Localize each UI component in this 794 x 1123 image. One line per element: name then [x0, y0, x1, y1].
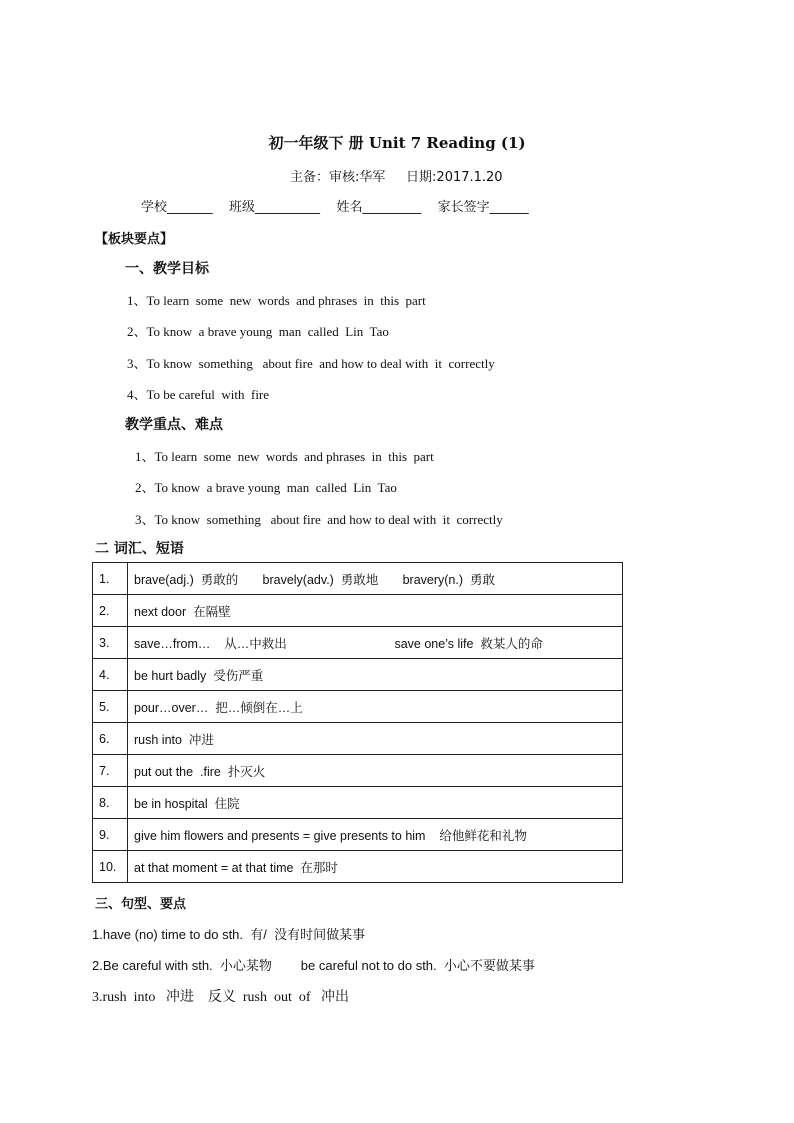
- goal-item: 2、To know a brave young man called Lin Tao: [127, 324, 389, 339]
- row-number: 4.: [93, 659, 128, 691]
- key-point-item: 3、To know something about fire and how to deal with it correctly: [135, 512, 503, 527]
- row-text: at that moment = at that time 在那时: [128, 851, 623, 883]
- sentence-pattern-item: 3.rush into 冲进 反义 rush out of 冲出: [92, 990, 350, 1005]
- student-info-fields: 学校_______ 班级__________ 姓名_________ 家长签字______: [141, 200, 529, 215]
- sentence-pattern-item: 2.Be careful with sth. 小心某物 be careful not to do sth. 小心不要做某事: [92, 958, 535, 973]
- row-number: 2.: [93, 595, 128, 627]
- vocabulary-table: [92, 562, 623, 883]
- row-number: 6.: [93, 723, 128, 755]
- row-number: 9.: [93, 819, 128, 851]
- author-date-line: 主备：审核:华军 日期:2017.1.20: [290, 170, 503, 185]
- table-row: [93, 563, 623, 595]
- row-number: 3.: [93, 627, 128, 659]
- table-row: [93, 787, 623, 819]
- row-number: 8.: [93, 787, 128, 819]
- table-row: [93, 627, 623, 659]
- table-row: [93, 819, 623, 851]
- key-points-heading: 教学重点、难点: [125, 417, 223, 433]
- row-text: put out the .fire 扑灭火: [128, 755, 623, 787]
- table-row: [93, 723, 623, 755]
- row-text: save…from… 从…中救出 save one’s life 救某人的命: [128, 627, 623, 659]
- document-title: 初一年级下 册 Unit 7 Reading (1): [268, 134, 526, 152]
- row-text: give him flowers and presents = give presents to him 给他鲜花和礼物: [128, 819, 623, 851]
- goal-item: 3、To know something about fire and how to deal with it correctly: [127, 356, 495, 371]
- table-row: [93, 595, 623, 627]
- table-row: [93, 851, 623, 883]
- vocabulary-heading: 二 词汇、短语: [95, 541, 184, 557]
- table-row: [93, 659, 623, 691]
- table-row: [93, 755, 623, 787]
- teaching-goals-heading: 一、教学目标: [125, 261, 209, 277]
- goal-item: 1、To learn some new words and phrases in this part: [127, 293, 426, 308]
- sentence-patterns-heading: 三、句型、要点: [95, 897, 187, 912]
- row-number: 7.: [93, 755, 128, 787]
- row-number: 5.: [93, 691, 128, 723]
- row-text: pour…over… 把…倾倒在…上: [128, 691, 623, 723]
- row-text: be in hospital 住院: [128, 787, 623, 819]
- row-text: rush into 冲进: [128, 723, 623, 755]
- row-text: be hurt badly 受伤严重: [128, 659, 623, 691]
- key-point-item: 2、To know a brave young man called Lin Tao: [135, 480, 397, 495]
- row-number: 10.: [93, 851, 128, 883]
- table-row: [93, 691, 623, 723]
- row-number: 1.: [93, 563, 128, 595]
- goal-item: 4、To be careful with fire: [127, 387, 270, 402]
- sentence-pattern-item: 1.have (no) time to do sth. 有/ 没有时间做某事: [92, 927, 366, 942]
- row-text: next door 在隔壁: [128, 595, 623, 627]
- modules-heading: 【板块要点】: [95, 232, 174, 247]
- key-point-item: 1、To learn some new words and phrases in this part: [135, 449, 434, 464]
- row-text: brave(adj.) 勇敢的 bravely(adv.) 勇敢地 bravery(n.) 勇敢: [128, 563, 623, 595]
